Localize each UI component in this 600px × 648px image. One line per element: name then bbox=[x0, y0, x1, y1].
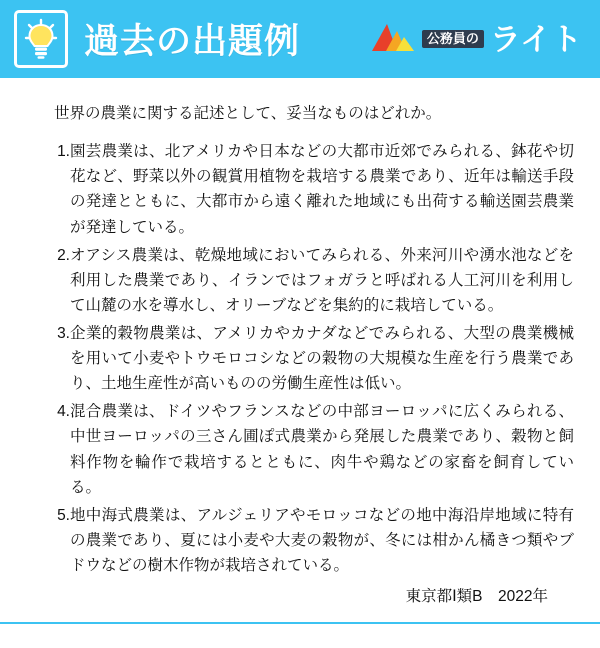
brand-word: ライト bbox=[489, 21, 582, 57]
choice-text: 企業的穀物農業は、アメリカやカナダなどでみられる、大型の農業機械を用いて小麦やトウモロコシなどの穀物の大規模な生産を行う農業であり、土地生産性が高いものの労働生産性は低い。 bbox=[70, 325, 574, 393]
mountain-logo-icon bbox=[370, 20, 416, 59]
choice-list bbox=[26, 139, 574, 578]
question-body bbox=[0, 78, 600, 606]
list-item[interactable] bbox=[26, 243, 574, 318]
choice-number: 4. bbox=[57, 403, 70, 421]
brand-logo bbox=[370, 20, 586, 59]
question-lead: 世界の農業に関する記述として、妥当なものはどれか。 bbox=[54, 105, 442, 122]
question-source: 東京都Ⅰ類B 2022年 bbox=[405, 588, 548, 606]
lightbulb-icon-frame bbox=[14, 10, 68, 68]
list-item[interactable] bbox=[26, 503, 574, 578]
choice-text: 地中海式農業は、アルジェリアやモロッコなどの地中海沿岸地域に特有の農業であり、夏には小麦や大麦の穀物が、冬には柑かん橘きつ類やブドウなどの樹木作物が栽培されている。 bbox=[70, 506, 574, 574]
choice-number: 5. bbox=[57, 506, 70, 524]
list-item[interactable] bbox=[26, 321, 574, 396]
list-item[interactable] bbox=[26, 139, 574, 239]
footer-bar bbox=[0, 622, 600, 648]
choice-number: 2. bbox=[57, 246, 70, 264]
choice-number: 1. bbox=[57, 143, 70, 161]
list-item[interactable] bbox=[26, 399, 574, 499]
lightbulb-icon bbox=[24, 18, 58, 60]
choice-text: 園芸農業は、北アメリカや日本などの大都市近郊でみられる、鉢花や切花など、野菜以外の観賞用植物を栽培する農業であり、近年は輸送手段の発達とともに、大都市から遠く離れた地域にも出荷する輸送園芸農業が発達している。 bbox=[70, 143, 574, 236]
header-bar bbox=[0, 0, 600, 78]
choice-text: 混合農業は、ドイツやフランスなどの中部ヨーロッパに広くみられる、中世ヨーロッパの三さん圃ぽ式農業から発展した農業であり、穀物と飼料作物を輪作で栽培するとともに、肉牛や鶏などの家畜を飼育している。 bbox=[70, 403, 574, 496]
choice-text: オアシス農業は、乾燥地域においてみられる、外来河川や湧水池などを利用した農業であり、イランではフォガラと呼ばれる人工河川を利用して山麓の水を導水し、オリーブなどを集約的に栽培している。 bbox=[70, 246, 574, 314]
brand-badge: 公務員の bbox=[422, 30, 484, 48]
page-title: 過去の出題例 bbox=[84, 22, 301, 61]
choice-number: 3. bbox=[57, 325, 70, 343]
